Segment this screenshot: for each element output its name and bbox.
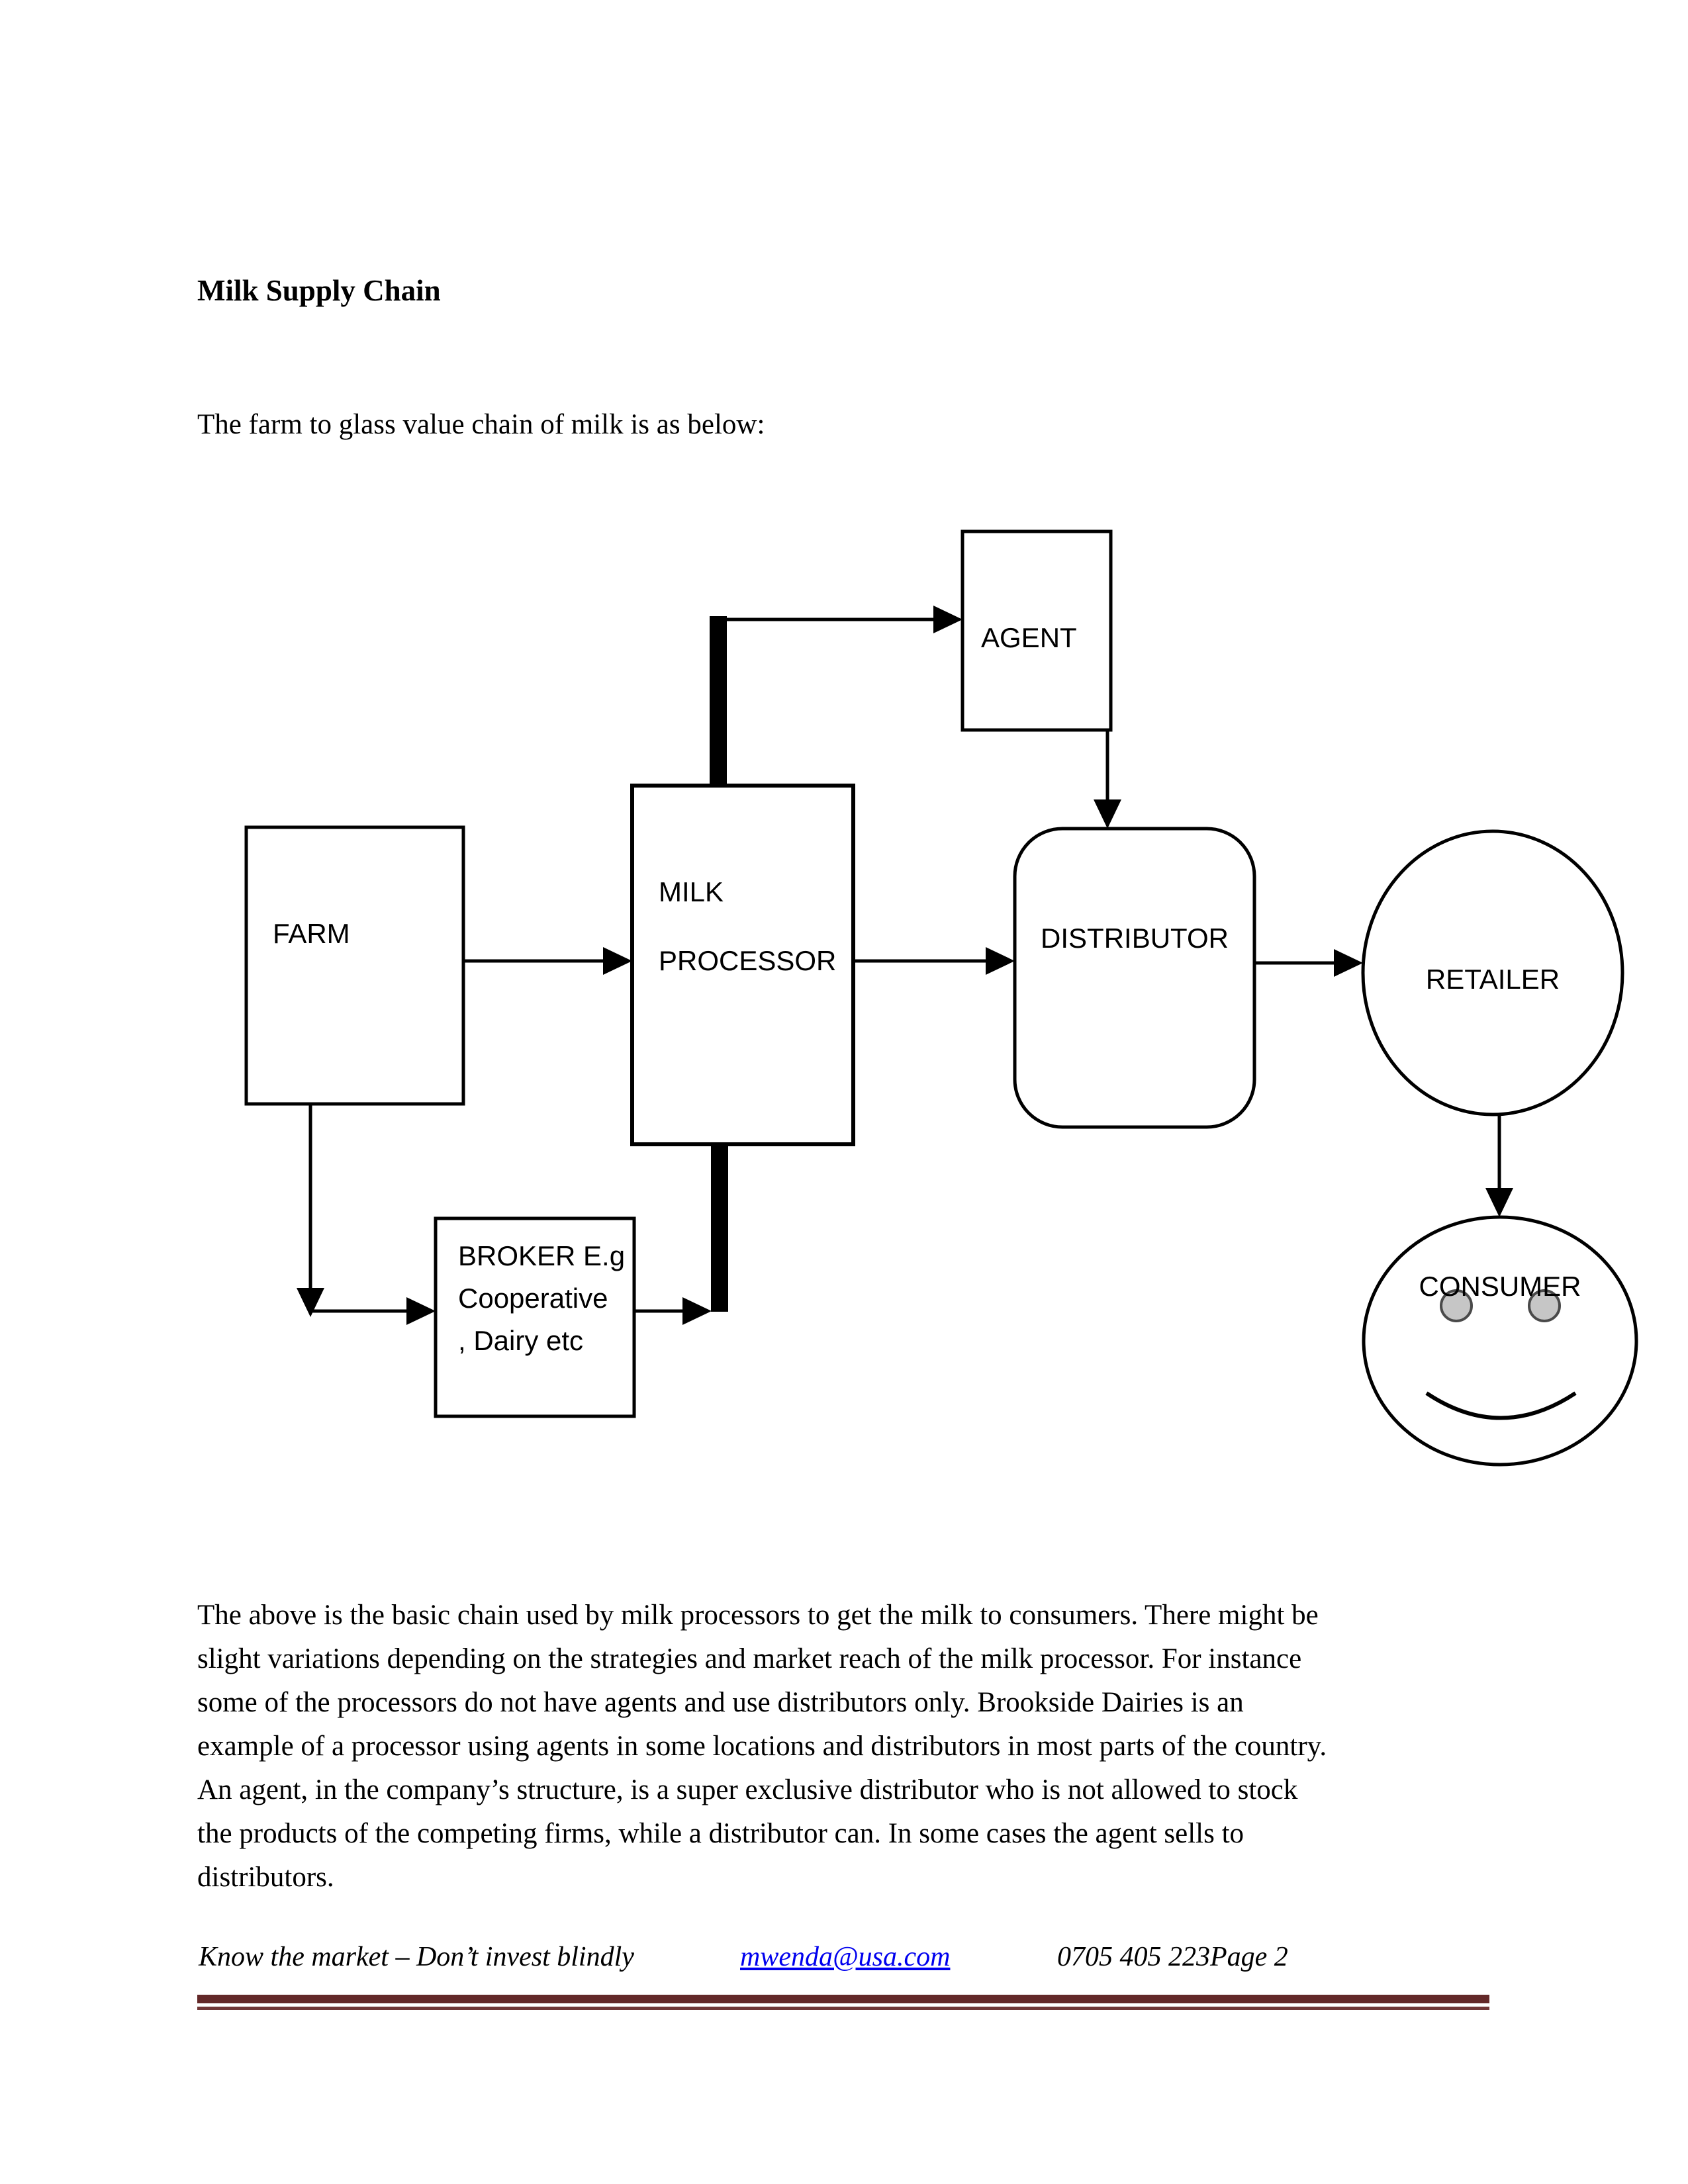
arrow-farm-down — [297, 1104, 324, 1317]
milk-processor-label-line1: MILK — [659, 876, 724, 907]
broker-label-line3: , Dairy etc — [458, 1325, 584, 1356]
footer-rule-thin — [197, 2007, 1489, 2010]
broker-label-line1: BROKER E.g — [458, 1240, 626, 1271]
page-title: Milk Supply Chain — [197, 274, 441, 307]
arrow-retailer-to-consumer — [1485, 1115, 1513, 1217]
page-footer — [0, 1941, 1688, 1981]
arrow-distributor-to-retailer — [1254, 949, 1363, 977]
distributor-box — [1015, 829, 1254, 1127]
arrow-processor-to-agent — [718, 606, 962, 633]
arrow-processor-to-distributor — [853, 947, 1015, 975]
footer-rule-thick — [197, 1995, 1489, 2003]
agent-label: AGENT — [981, 622, 1077, 653]
retailer-label: RETAILER — [1425, 964, 1560, 995]
intro-text: The farm to glass value chain of milk is as below: — [197, 409, 765, 440]
thick-bar-processor-to-agent — [710, 616, 727, 787]
paragraph-line: slight variations depending on the strategies and market reach of the milk processor. For instance — [197, 1643, 1302, 1674]
arrow-broker-to-processor — [634, 1297, 712, 1325]
milk-processor-label-line2: PROCESSOR — [659, 945, 837, 976]
arrow-elbow-to-broker — [310, 1297, 436, 1325]
broker-label-line2: Cooperative — [458, 1283, 608, 1314]
paragraph-line: example of a processor using agents in some locations and distributors in most parts of the country. — [197, 1731, 1327, 1762]
distributor-label: DISTRIBUTOR — [1041, 923, 1229, 954]
paragraph-line: An agent, in the company’s structure, is a super exclusive distributor who is not allowed to stock — [197, 1774, 1298, 1805]
farm-box — [246, 827, 463, 1104]
arrow-agent-to-distributor — [1094, 730, 1121, 829]
paragraph-line: The above is the basic chain used by milk processors to get the milk to consumers. There might be — [197, 1600, 1319, 1631]
consumer-face-ellipse — [1364, 1217, 1636, 1465]
consumer-label: CONSUMER — [1419, 1271, 1581, 1302]
farm-label: FARM — [273, 918, 350, 949]
footer-tagline: Know the market – Don’t invest blindly — [199, 1942, 634, 1972]
consumer-smiley — [1364, 1217, 1636, 1465]
footer-phone-and-page-number: 0705 405 223Page 2 — [1057, 1942, 1288, 1972]
paragraph-line: distributors. — [197, 1862, 334, 1893]
thick-bar-broker-to-processor — [711, 1144, 728, 1312]
arrow-farm-to-processor — [463, 947, 632, 975]
footer-email-link[interactable]: mwenda@usa.com — [740, 1942, 951, 1972]
paragraph-line: some of the processors do not have agents and use distributors only. Brookside Dairies is an — [197, 1687, 1244, 1718]
body-paragraph — [197, 1594, 1515, 1899]
paragraph-line: the products of the competing firms, while a distributor can. In some cases the agent sells to — [197, 1818, 1244, 1849]
